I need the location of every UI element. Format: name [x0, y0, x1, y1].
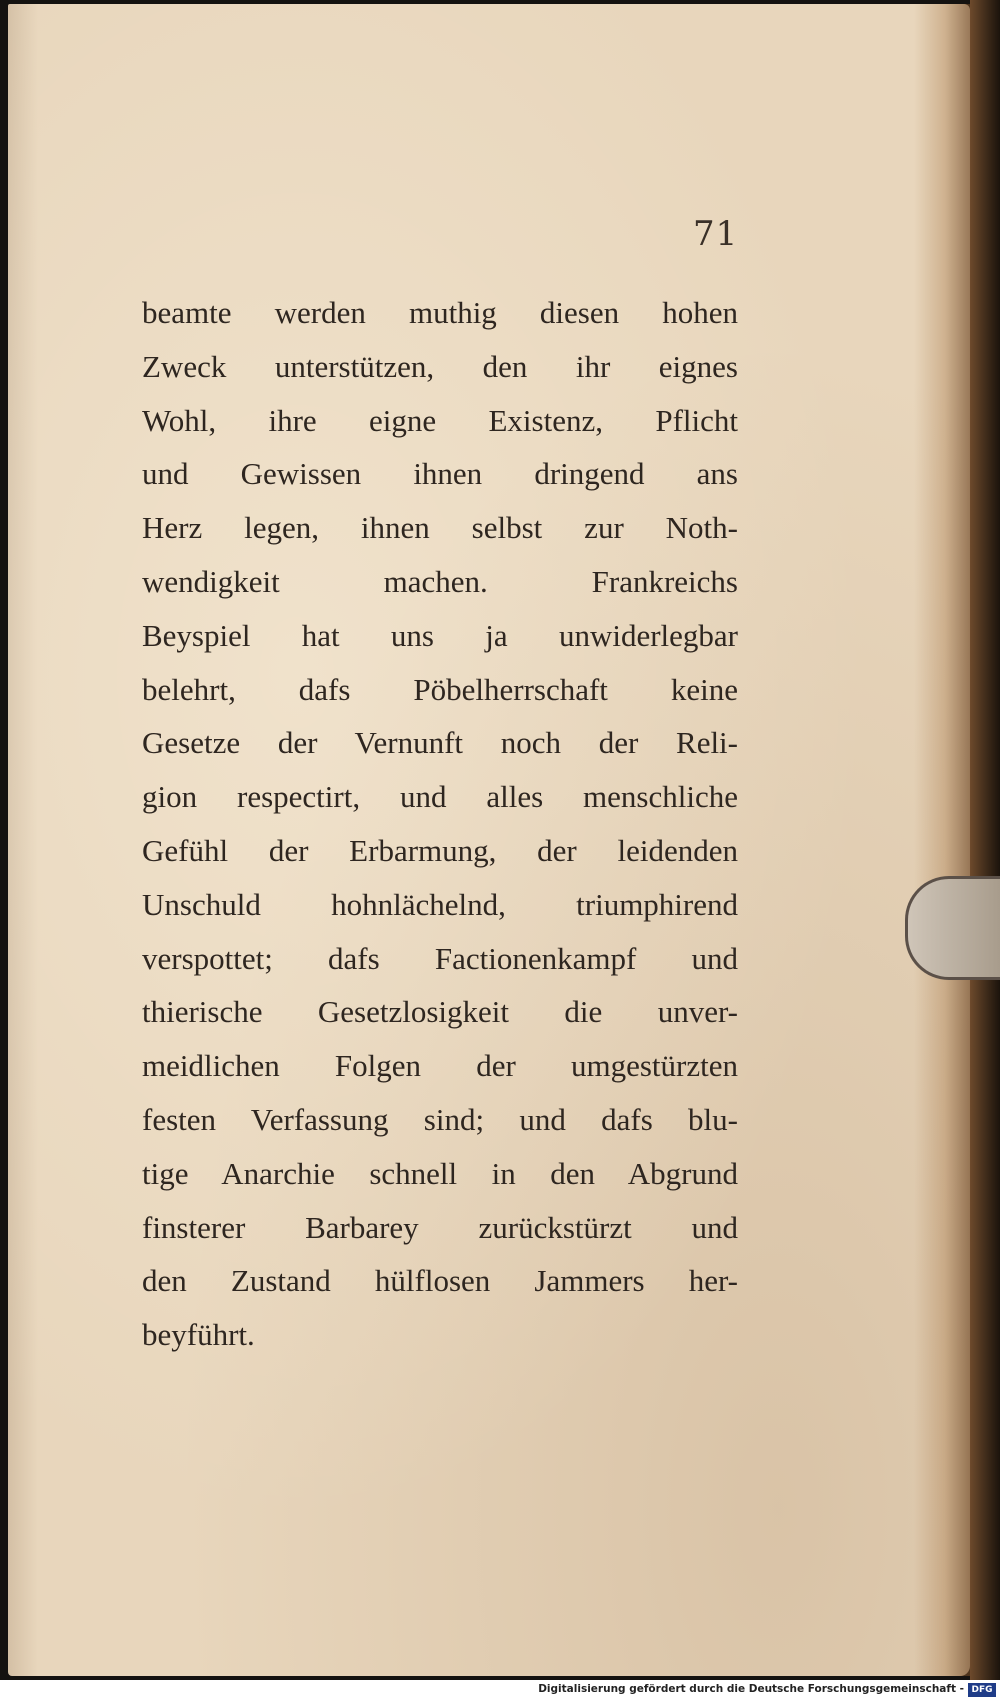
text-line: Unschuld hohnlächelnd, triumphirend [142, 886, 738, 922]
text-line: Wohl, ihre eigne Existenz, Pflicht [142, 402, 738, 438]
page-edge-shadow [914, 4, 970, 1676]
text-line: beamte werden muthig diesen hohen [142, 295, 738, 330]
text-line: beyführt. [142, 1317, 255, 1353]
funding-credit: Digitalisierung gefördert durch die Deutsche Forschungsgemeinschaft - [538, 1683, 964, 1695]
text-line: tige Anarchie schnell in den Abgrund [142, 1155, 738, 1191]
text-line: wendigkeit machen. Frankreichs [142, 563, 738, 599]
page-number: 71 [693, 214, 739, 254]
text-line: belehrt, dafs Pöbelherrschaft keine [142, 671, 738, 707]
text-line: Zweck unterstützen, den ihr eignes [142, 348, 738, 384]
bookmark-tab [905, 876, 1000, 980]
dfg-logo: DFG [968, 1683, 996, 1697]
text-line: den Zustand hülflosen Jammers her- [142, 1263, 738, 1299]
text-line: meidlichen Folgen der umgestürzten [142, 1048, 738, 1084]
text-line: und Gewissen ihnen dringend ans [142, 456, 738, 492]
text-line: Herz legen, ihnen selbst zur Noth- [142, 510, 738, 546]
book-binding-edge [970, 0, 1000, 1680]
footer-bar [0, 1680, 1000, 1700]
text-line: Gefühl der Erbarmung, der leidenden [142, 832, 738, 868]
text-line: Beyspiel hat uns ja unwiderlegbar [142, 617, 738, 653]
text-line: thierische Gesetzlosigkeit die unver- [142, 994, 738, 1030]
text-line: verspottet; dafs Factionenkampf und [142, 940, 738, 976]
text-line: gion respectirt, und alles menschliche [142, 779, 738, 815]
text-line: festen Verfassung sind; und dafs blu- [142, 1101, 738, 1137]
text-line: Gesetze der Vernunft noch der Reli- [142, 725, 738, 761]
body-text [142, 286, 738, 1362]
text-line: finsterer Barbarey zurückstürzt und [142, 1209, 738, 1245]
